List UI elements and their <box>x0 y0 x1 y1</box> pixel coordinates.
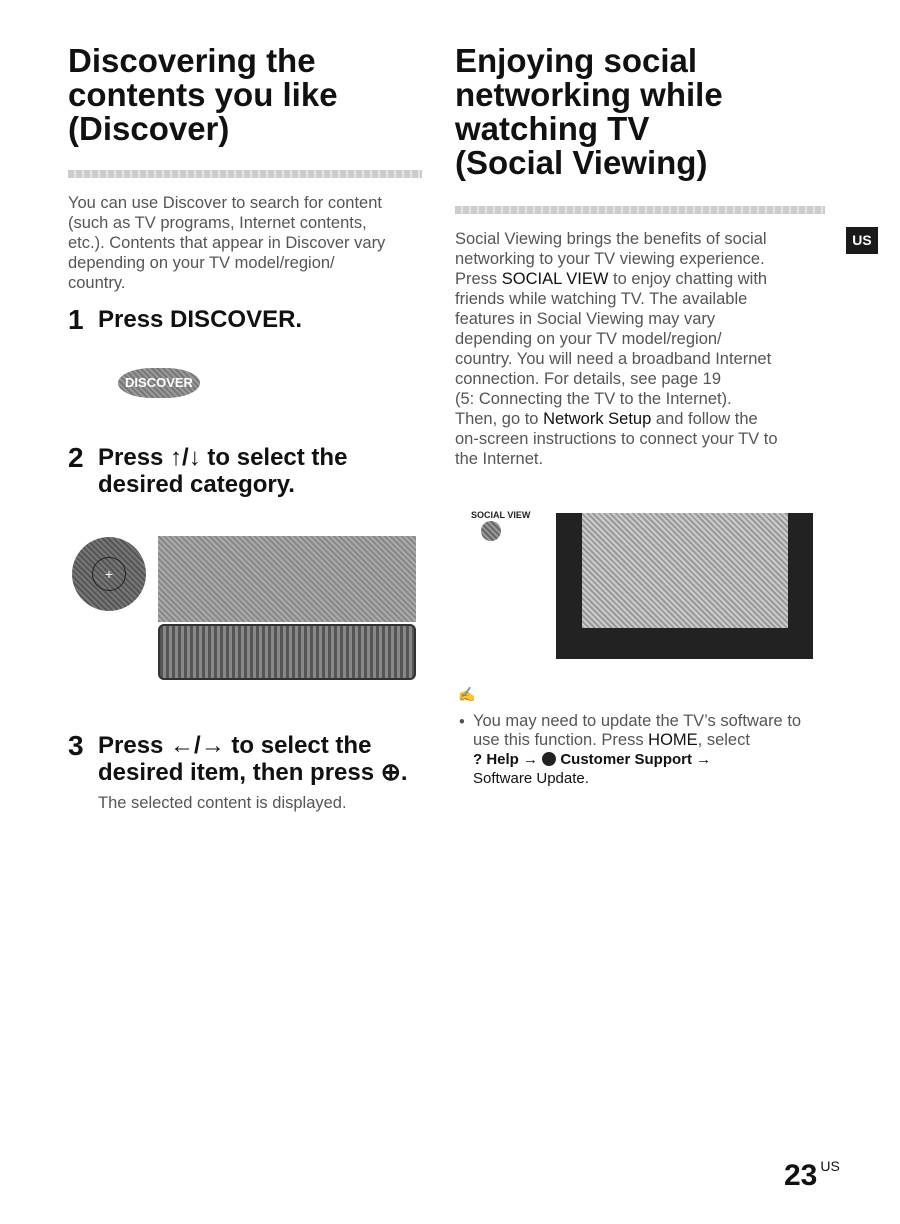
text-line: desired item, then press ⊕. <box>98 759 408 786</box>
text-line: Social Viewing brings the benefits of social <box>455 230 767 248</box>
social-view-key: SOCIAL VIEW <box>501 270 609 288</box>
text-line: (5: Connecting the TV to the Internet). <box>455 390 732 408</box>
text-line: on-screen instructions to connect your TV to <box>455 430 778 448</box>
text-line: (such as TV programs, Internet contents, <box>68 214 367 232</box>
page-number-suffix: US <box>820 1158 840 1174</box>
side-tab-label: US <box>852 232 872 248</box>
title-line: contents you like <box>68 76 338 113</box>
wrench-icon <box>542 752 556 766</box>
customer-support-menu-item: Customer Support → <box>556 751 712 768</box>
text-line: depending on your TV model/region/ <box>455 330 722 348</box>
software-update-menu-item: Software Update <box>473 770 585 787</box>
discover-category-bar <box>158 624 416 680</box>
step-text <box>98 444 347 498</box>
step-number: 3 <box>68 730 84 761</box>
title-line: (Discover) <box>68 110 230 147</box>
text: Press <box>455 270 502 288</box>
title-line: Enjoying social <box>455 42 698 79</box>
step-text: Press DISCOVER. <box>98 306 303 333</box>
page-number <box>784 1158 840 1193</box>
text-line: the Internet. <box>455 450 544 468</box>
title-line: watching TV <box>455 110 650 147</box>
help-menu-item: ? Help → <box>473 751 543 768</box>
text-line <box>455 269 835 289</box>
text-line: networking to your TV viewing experience. <box>455 250 765 268</box>
home-key: HOME <box>648 731 698 749</box>
text-line: depending on your TV model/region/ <box>68 254 335 272</box>
text-line <box>473 769 833 788</box>
menu-path <box>473 750 833 769</box>
text-line: friends while watching TV. The available <box>455 290 748 308</box>
step-number: 1 <box>68 304 84 335</box>
title-line: (Social Viewing) <box>455 144 708 181</box>
text-line: Press ↑/↓ to select the <box>98 444 348 471</box>
social-viewing-description <box>455 229 835 469</box>
discover-intro <box>68 193 428 293</box>
text: and follow the <box>651 410 758 428</box>
social-viewing-screen-image <box>556 513 813 659</box>
text-line: You can use Discover to search for content <box>68 194 382 212</box>
step-3-result: The selected content is displayed. <box>98 794 347 812</box>
dpad-icon: + <box>72 537 146 611</box>
note-pen-icon: ✍ <box>458 686 476 702</box>
step-number: 2 <box>68 442 84 473</box>
discover-screen-image <box>158 536 416 622</box>
us-side-tab <box>846 227 878 254</box>
note-bullet: • <box>459 713 465 731</box>
text: . <box>584 770 589 787</box>
text: to enjoy chatting with <box>608 270 768 288</box>
text-line: etc.). Contents that appear in Discover vary <box>68 234 386 252</box>
step-text <box>98 732 408 786</box>
text: use this function. Press <box>473 731 649 749</box>
discover-button-icon <box>118 368 200 398</box>
network-setup-label: Network Setup <box>543 410 652 428</box>
page-reference: connection. For details, see page 19 <box>455 370 722 388</box>
social-view-button-label: SOCIAL VIEW <box>471 510 531 520</box>
text-line: country. <box>68 274 126 292</box>
title-line: Discovering the <box>68 42 316 79</box>
right-title <box>455 44 723 180</box>
text-line <box>455 409 835 429</box>
text-line: Press ←/→ to select the <box>98 732 372 759</box>
left-title <box>68 44 338 146</box>
title-line: networking while <box>455 76 723 113</box>
discover-button-label: DISCOVER <box>125 375 193 390</box>
text-line: desired category. <box>98 471 295 498</box>
text-line: features in Social Viewing may vary <box>455 310 716 328</box>
text-line: country. You will need a broadband Internet <box>455 350 772 368</box>
text-line: You may need to update the TV’s software to <box>473 712 802 730</box>
page-number-value: 23 <box>784 1159 818 1192</box>
section-divider <box>68 170 422 178</box>
step-1 <box>68 306 302 335</box>
step-3 <box>68 732 408 786</box>
text: , select <box>697 731 750 749</box>
section-divider <box>455 206 825 214</box>
step-2 <box>68 444 347 498</box>
social-view-button-icon <box>481 521 501 541</box>
text-line <box>473 731 833 750</box>
software-update-note <box>473 712 833 788</box>
text: Then, go to <box>455 410 544 428</box>
